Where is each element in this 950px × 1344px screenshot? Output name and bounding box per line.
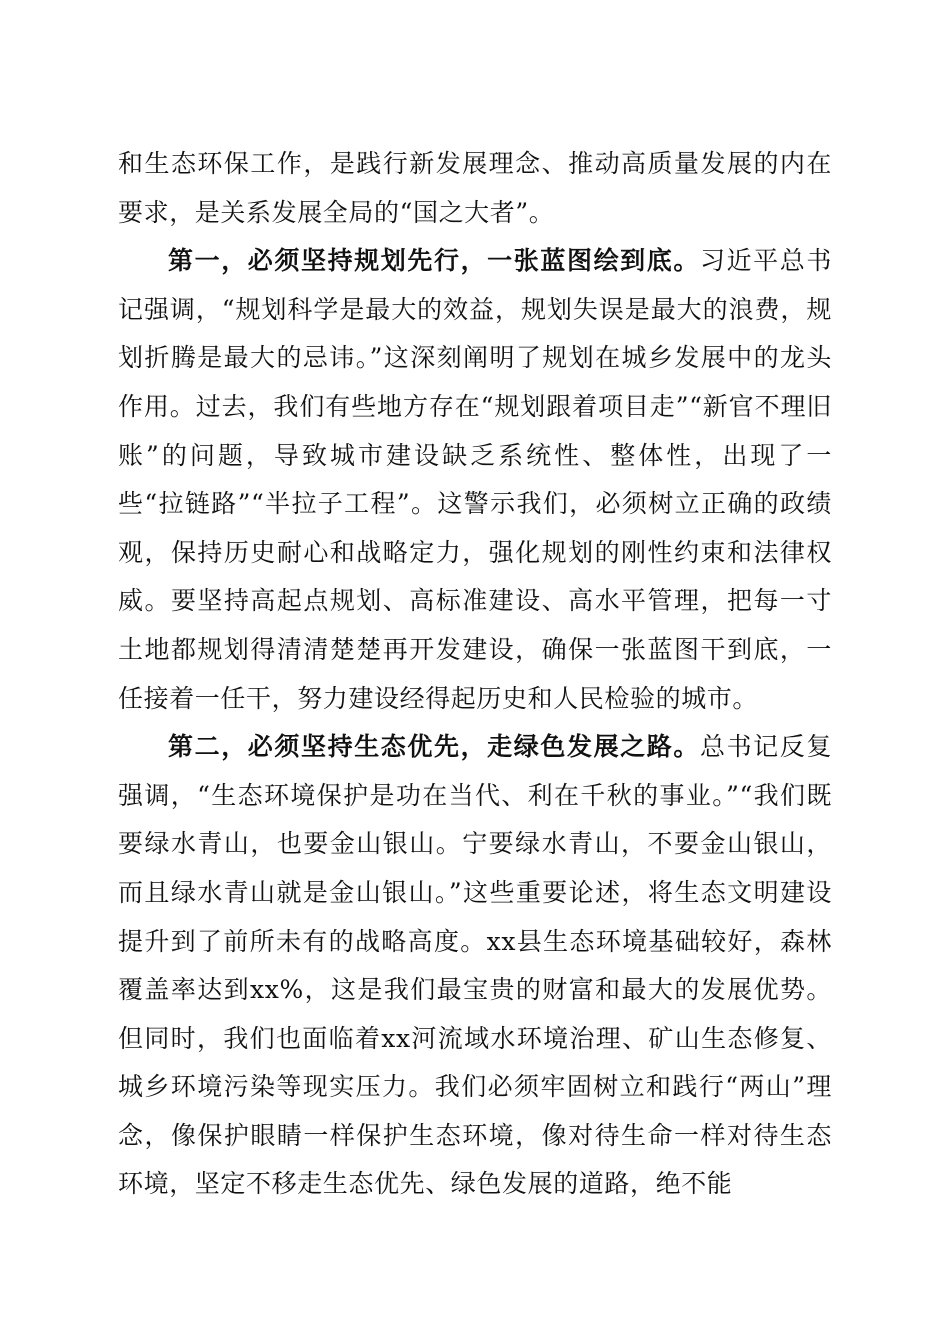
paragraph-text: 和生态环保工作，是践行新发展理念、推动高质量发展的内在要求，是关系发展全局的“国之大者”。 bbox=[118, 149, 832, 227]
document-body bbox=[118, 140, 832, 1209]
paragraph-text: 习近平总书记强调，“规划科学是最大的效益，规划失误是最大的浪费，规划折腾是最大的忌讳。”这深刻阐明了规划在城乡发展中的龙头作用。过去，我们有些地方存在“规划跟着项目走”“新官不理旧账”的问题，导致城市建设缺乏系统性、整体性，出现了一些“拉链路”“半拉子工程”。这警示我们，必须树立正确的政绩观，保持历史耐心和战略定力，强化规划的刚性约束和法律权威。要坚持高起点规划、高标准建设、高水平管理，把每一寸土地都规划得清清楚楚再开发建设，确保一张蓝图干到底，一任接着一任干，努力建设经得起历史和人民检验的城市。 bbox=[118, 246, 832, 713]
paragraph-continuation bbox=[118, 140, 832, 237]
paragraph-heading: 第一，必须坚持规划先行，一张蓝图绘到底。 bbox=[168, 246, 700, 276]
paragraph-text: 总书记反复强调，“生态环境保护是功在当代、利在千秋的事业。”“我们既要绿水青山，也要金山银山。宁要绿水青山，不要金山银山，而且绿水青山就是金山银山。”这些重要论述，将生态文明建设提升到了前所未有的战略高度。xx县生态环境基础较好，森林覆盖率达到xx%，这是我们最宝贵的财富和最大的发展优势。但同时，我们也面临着xx河流域水环境治理、矿山生态修复、城乡环境污染等现实压力。我们必须牢固树立和践行“两山”理念，像保护眼睛一样保护生态环境，像对待生命一样对待生态环境，坚定不移走生态优先、绿色发展的道路，绝不能 bbox=[118, 732, 832, 1199]
paragraph-planning bbox=[118, 237, 832, 723]
paragraph-heading: 第二，必须坚持生态优先，走绿色发展之路。 bbox=[168, 732, 700, 762]
paragraph-ecology bbox=[118, 723, 832, 1209]
